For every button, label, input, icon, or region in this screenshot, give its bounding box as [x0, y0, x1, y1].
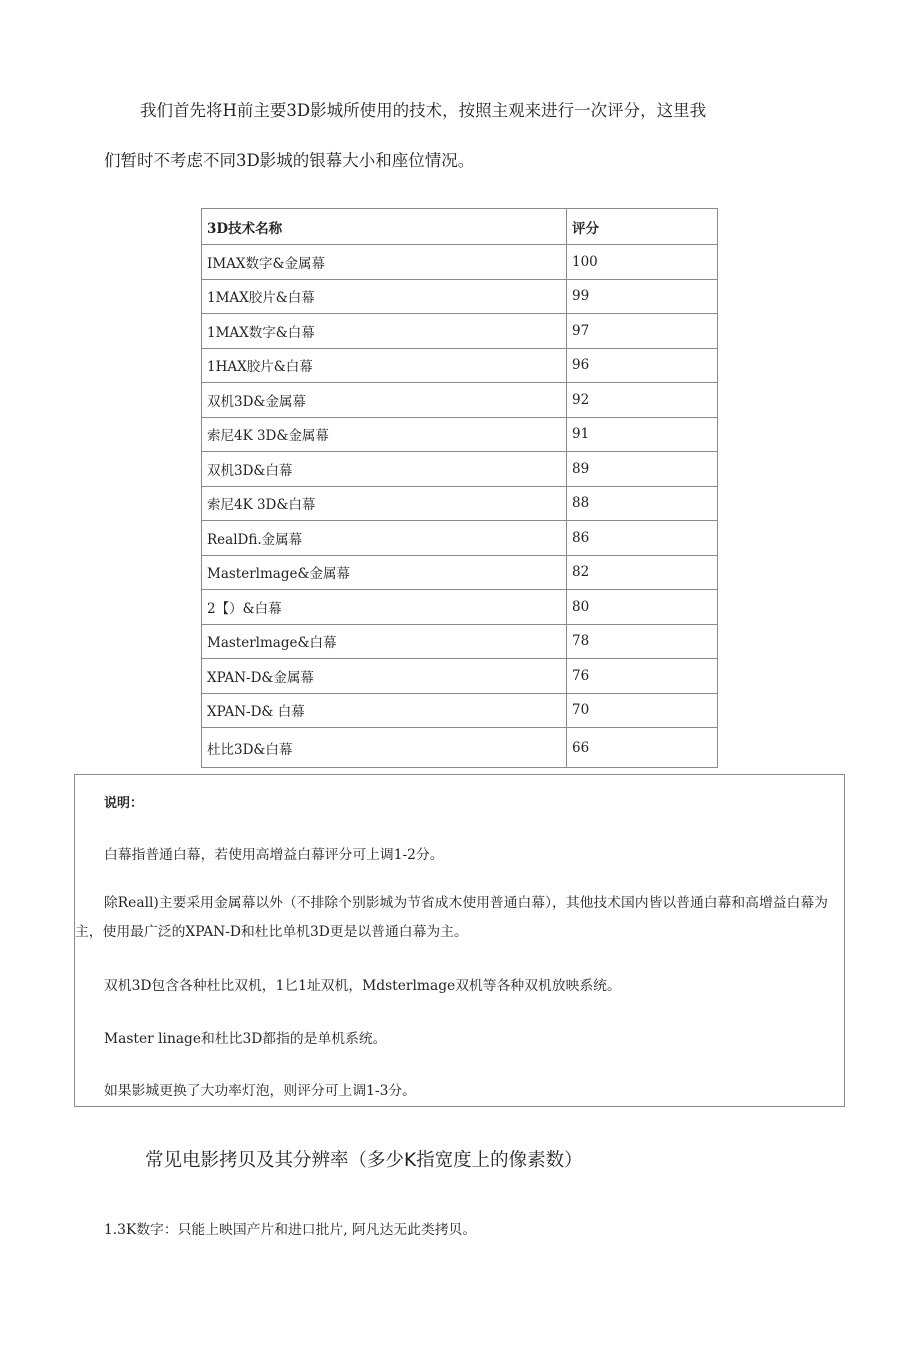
score-cell: 78: [567, 624, 718, 659]
table-row: [202, 245, 718, 280]
tech-name-cell: 杜比3D&白幕: [202, 728, 567, 768]
tech-name-cell: XPAN-D& 白幕: [202, 693, 567, 728]
table-row: [202, 693, 718, 728]
tech-name-cell: 1MAX胶片&白幕: [202, 279, 567, 314]
table-row: [202, 590, 718, 625]
tech-name-cell: 2【）&白幕: [202, 590, 567, 625]
table-row: [202, 521, 718, 556]
header-score: 评分: [567, 209, 718, 245]
table-row: [202, 624, 718, 659]
section-heading: 常见电影拷贝及其分辨率（多少K指宽度上的像素数）: [145, 1150, 583, 1171]
tech-name-cell: Masterlmage&金属幕: [202, 555, 567, 590]
score-cell: 91: [567, 417, 718, 452]
note-paragraph: 如果影城更换了大功率灯泡，则评分可上调1-3分。: [104, 1083, 416, 1099]
score-cell: 86: [567, 521, 718, 556]
score-cell: 82: [567, 555, 718, 590]
table-row: [202, 728, 718, 768]
table-row: [202, 348, 718, 383]
table-row: [202, 659, 718, 694]
section-item: 1.3K数字：只能上映国产片和进口批片, 阿凡达无此类拷贝。: [104, 1222, 477, 1238]
table-row: [202, 452, 718, 487]
tech-name-cell: RealDfi.金属幕: [202, 521, 567, 556]
table-row: [202, 417, 718, 452]
score-cell: 70: [567, 693, 718, 728]
intro-line-2: 们暂时不考虑不同3D影城的银幕大小和座位情况。: [104, 151, 475, 170]
tech-name-cell: 1MAX数字&白幕: [202, 314, 567, 349]
tech-name-cell: 索尼4K 3D&白幕: [202, 486, 567, 521]
table-row: [202, 486, 718, 521]
rating-table: [201, 208, 718, 768]
tech-name-cell: Masterlmage&白幕: [202, 624, 567, 659]
score-cell: 80: [567, 590, 718, 625]
note-paragraph: Master linage和杜比3D都指的是单机系统。: [104, 1031, 387, 1047]
score-cell: 89: [567, 452, 718, 487]
intro-line-1: 我们首先将H前主要3D影城所使用的技术，按照主观来进行一次评分，这里我: [140, 101, 707, 120]
score-cell: 92: [567, 383, 718, 418]
note-paragraph: 双机3D包含各种杜比双机，1匕1址双机，Mdsterlmage双机等各种双机放映系统。: [104, 978, 621, 994]
table-row: [202, 555, 718, 590]
score-cell: 99: [567, 279, 718, 314]
note-paragraph: 除Reall)主要采用金属幕以外（不排除个别影城为节省成木使用普通白幕），其他技术国内皆以普通白幕和高增益白幕为主，使用最广泛的XPAN-D和杜比单机3D更是以普通白幕为主。: [75, 895, 828, 940]
tech-name-cell: 索尼4K 3D&金属幕: [202, 417, 567, 452]
note-paragraph: 白幕指普通白幕，若使用高增益白幕评分可上调1-2分。: [104, 847, 444, 863]
tech-name-cell: 双机3D&金属幕: [202, 383, 567, 418]
score-cell: 88: [567, 486, 718, 521]
table-row: [202, 383, 718, 418]
tech-name-cell: 双机3D&白幕: [202, 452, 567, 487]
score-cell: 97: [567, 314, 718, 349]
header-tech-name: 3D技术名称: [202, 209, 567, 245]
note-title: 说明：: [104, 796, 144, 811]
table-row: [202, 279, 718, 314]
score-cell: 100: [567, 245, 718, 280]
tech-name-cell: XPAN-D&金属幕: [202, 659, 567, 694]
table-row: [202, 314, 718, 349]
table-header-row: [202, 209, 718, 245]
tech-name-cell: 1HAX胶片&白幕: [202, 348, 567, 383]
score-cell: 96: [567, 348, 718, 383]
tech-name-cell: IMAX数字&金属幕: [202, 245, 567, 280]
score-cell: 66: [567, 728, 718, 768]
note-box: [74, 774, 845, 1107]
score-cell: 76: [567, 659, 718, 694]
